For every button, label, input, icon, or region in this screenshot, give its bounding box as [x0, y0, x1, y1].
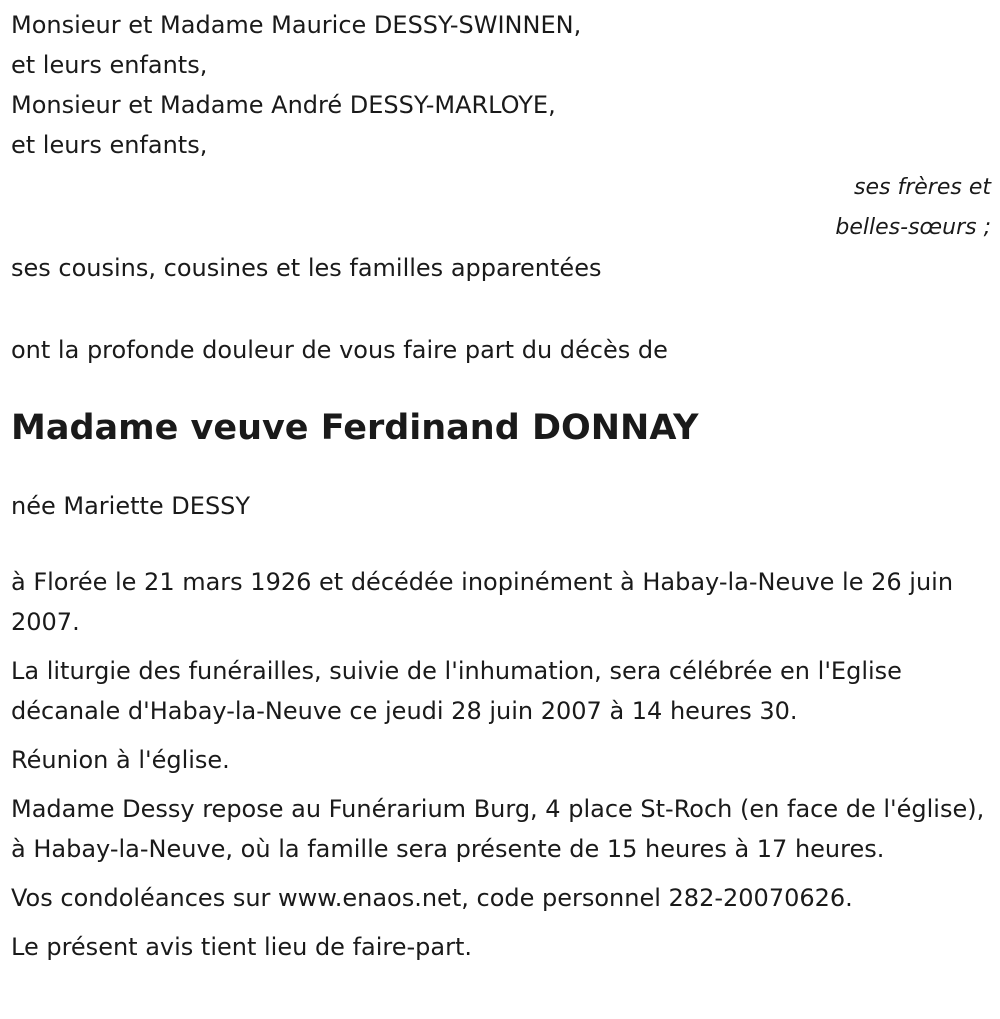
- announcement-text: ont la profonde douleur de vous faire part du décès de: [11, 336, 668, 364]
- family-line: Monsieur et Madame André DESSY-MARLOYE,: [11, 91, 556, 119]
- paragraph-meeting: Réunion à l'église.: [11, 746, 230, 774]
- relation-label: ses frères et: [854, 175, 991, 200]
- paragraph-dates: à Florée le 21 mars 1926 et décédée inopinément à Habay-la-Neuve le 26 juin 2007.: [11, 568, 954, 636]
- cousins-line: ses cousins, cousines et les familles apparentées: [11, 254, 602, 282]
- birth-name: née Mariette DESSY: [11, 492, 251, 520]
- family-line: et leurs enfants,: [11, 131, 208, 159]
- deceased-name: Madame veuve Ferdinand DONNAY: [11, 408, 699, 448]
- family-line: et leurs enfants,: [11, 51, 208, 79]
- paragraph-funerarium: Madame Dessy repose au Funérarium Burg, 4 place St-Roch (en face de l'église), à Habay-la-Neuve, où la famille sera présente de 15 heures à 17 heures.: [11, 795, 985, 863]
- family-list: [11, 0, 991, 165]
- relation-label: belles-sœurs ;: [835, 215, 991, 240]
- paragraph-notice: Le présent avis tient lieu de faire-part.: [11, 933, 473, 961]
- paragraph-funeral: La liturgie des funérailles, suivie de l'inhumation, sera célébrée en l'Eglise décanale d'Habay-la-Neuve ce jeudi 28 juin 2007 à 14 heures 30.: [11, 657, 902, 725]
- paragraph-condolences: Vos condoléances sur www.enaos.net, code personnel 282-20070626.: [11, 884, 853, 912]
- family-line: Monsieur et Madame Maurice DESSY-SWINNEN,: [11, 11, 582, 39]
- obituary-notice: [11, 0, 991, 967]
